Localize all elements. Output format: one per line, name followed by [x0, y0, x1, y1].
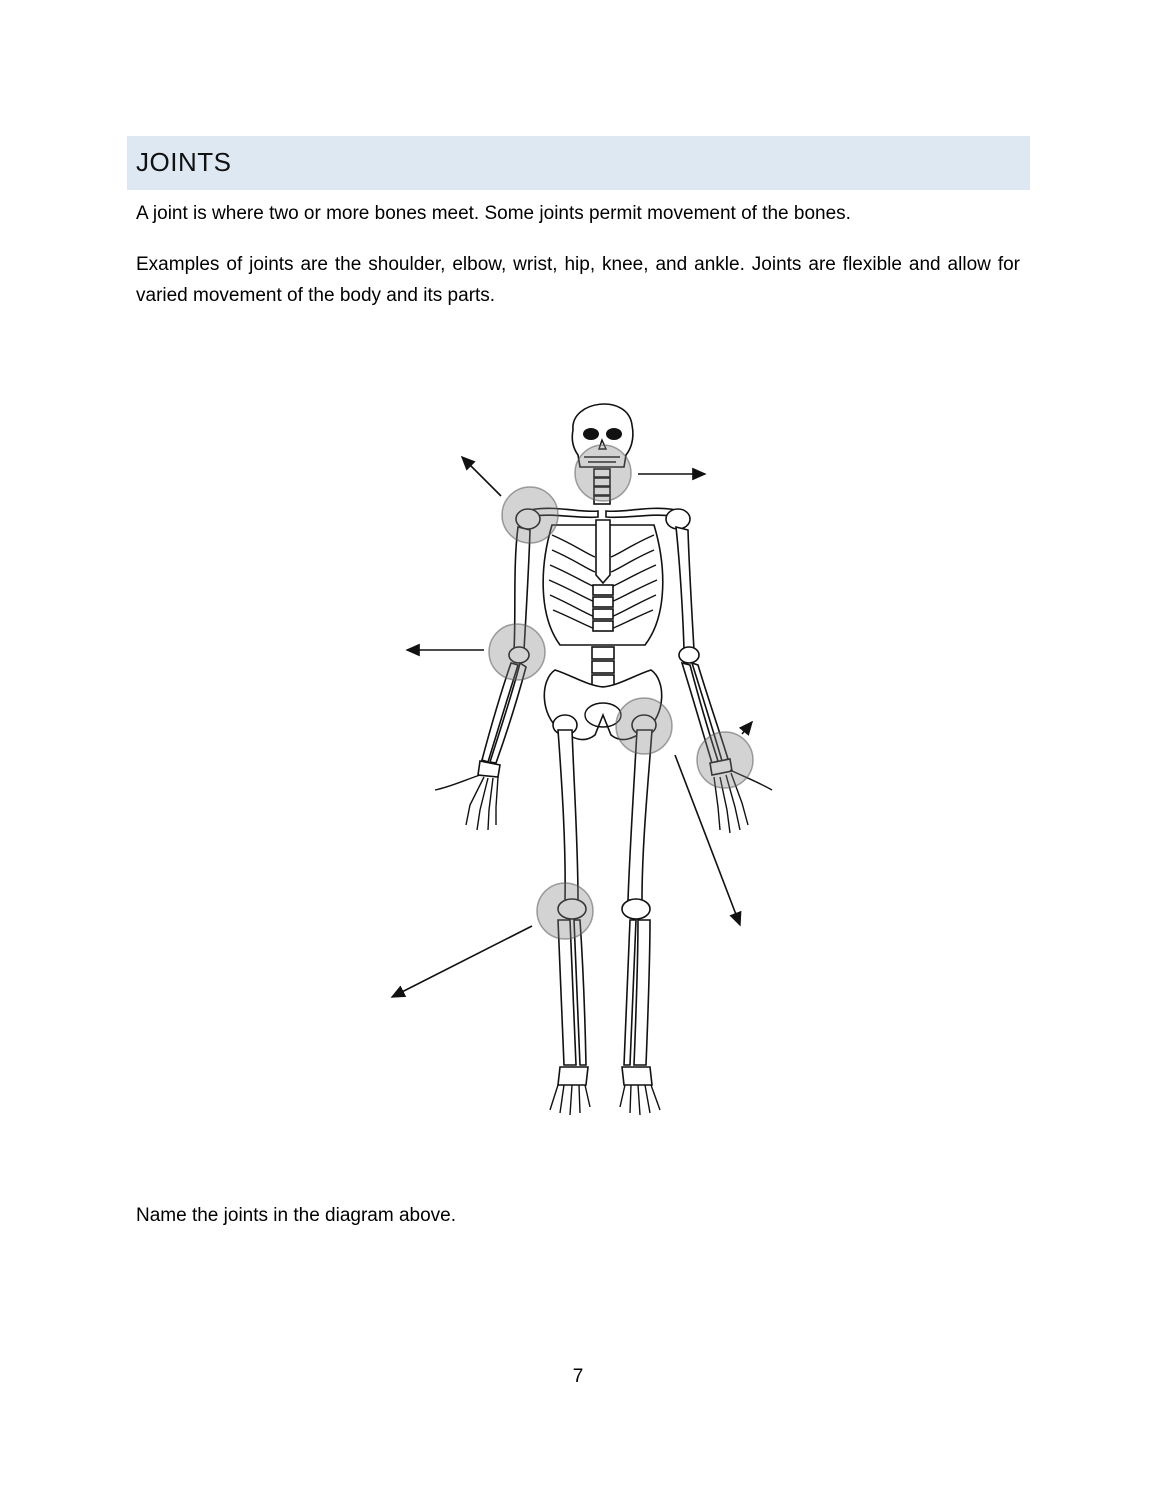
shoulder-label-arrow [462, 457, 501, 496]
knee-joint-highlight [537, 883, 593, 939]
wrist-label-arrow [742, 722, 752, 734]
question-prompt: Name the joints in the diagram above. [136, 1205, 457, 1226]
section-heading-band [127, 136, 1030, 190]
skeleton-diagram [380, 385, 800, 1130]
shoulder-joint-highlight [502, 487, 558, 543]
section-title: JOINTS [136, 147, 232, 177]
paragraph-definition: A joint is where two or more bones meet. Some joints permit movement of the bones. [136, 203, 851, 224]
wrist-joint-highlight [697, 732, 753, 788]
knee-label-arrow [392, 926, 532, 997]
paragraph-examples: Examples of joints are the shoulder, elbow, wrist, hip, knee, and ankle. Joints are flexible and allow for varied movement of the body and its parts. [136, 254, 1020, 306]
page-number: 7 [572, 1366, 584, 1387]
elbow-joint-highlight [489, 624, 545, 680]
hip-joint-highlight [616, 698, 672, 754]
neck-joint-highlight [575, 445, 631, 501]
